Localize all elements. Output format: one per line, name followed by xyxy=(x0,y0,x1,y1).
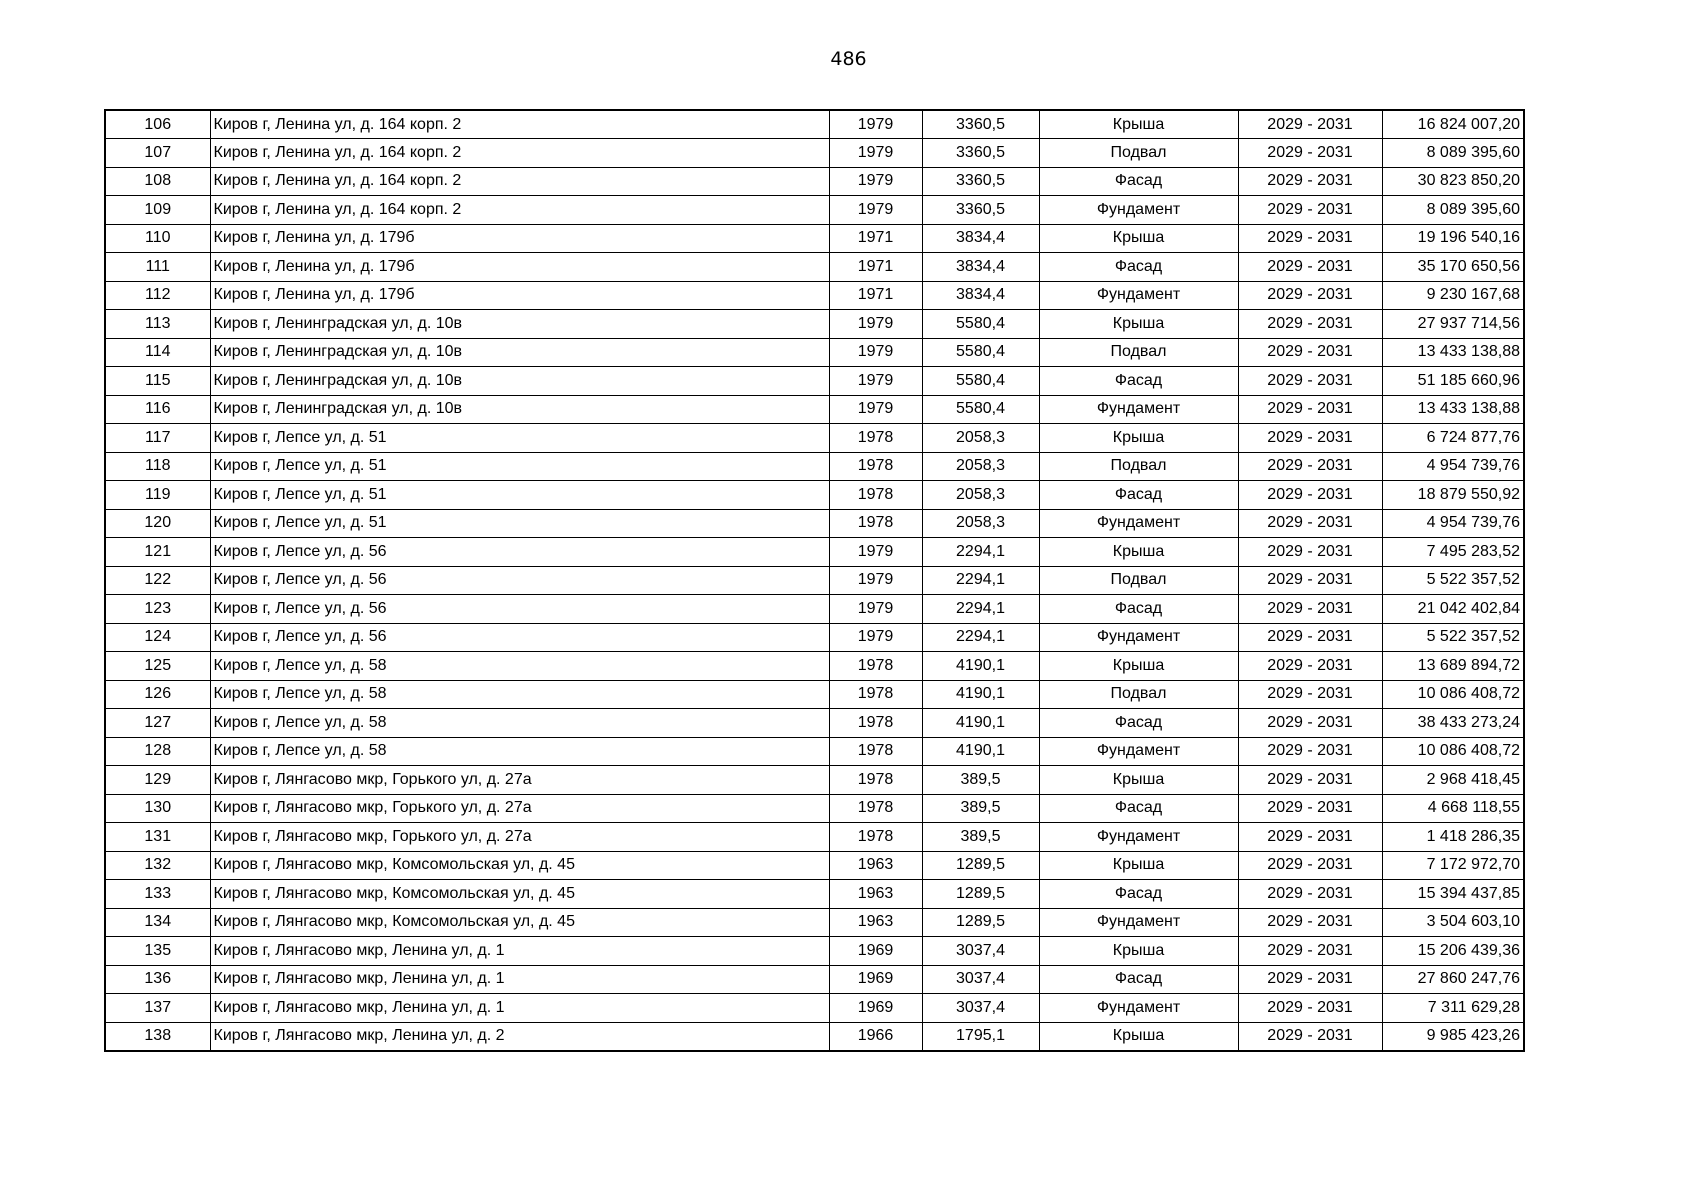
work-type-cell: Фасад xyxy=(1039,880,1238,909)
year-cell: 1978 xyxy=(829,481,922,510)
table-row xyxy=(105,110,1524,139)
table-row xyxy=(105,196,1524,225)
area-cell: 389,5 xyxy=(922,794,1039,823)
row-number-cell: 130 xyxy=(105,794,210,823)
area-cell: 3037,4 xyxy=(922,937,1039,966)
row-number-cell: 133 xyxy=(105,880,210,909)
period-cell: 2029 - 2031 xyxy=(1238,310,1382,339)
table-row xyxy=(105,994,1524,1023)
work-type-cell: Фундамент xyxy=(1039,823,1238,852)
address-cell: Киров г, Лепсе ул, д. 56 xyxy=(210,595,829,624)
address-cell: Киров г, Ленина ул, д. 164 корп. 2 xyxy=(210,167,829,196)
year-cell: 1979 xyxy=(829,538,922,567)
year-cell: 1979 xyxy=(829,167,922,196)
area-cell: 2058,3 xyxy=(922,452,1039,481)
cost-cell: 8 089 395,60 xyxy=(1382,139,1524,168)
table-row xyxy=(105,908,1524,937)
area-cell: 3834,4 xyxy=(922,253,1039,282)
period-cell: 2029 - 2031 xyxy=(1238,224,1382,253)
row-number-cell: 127 xyxy=(105,709,210,738)
year-cell: 1979 xyxy=(829,110,922,139)
area-cell: 4190,1 xyxy=(922,737,1039,766)
year-cell: 1979 xyxy=(829,196,922,225)
table-row xyxy=(105,851,1524,880)
year-cell: 1978 xyxy=(829,509,922,538)
period-cell: 2029 - 2031 xyxy=(1238,139,1382,168)
cost-cell: 9 985 423,26 xyxy=(1382,1022,1524,1051)
period-cell: 2029 - 2031 xyxy=(1238,281,1382,310)
year-cell: 1969 xyxy=(829,937,922,966)
address-cell: Киров г, Лепсе ул, д. 58 xyxy=(210,680,829,709)
area-cell: 2294,1 xyxy=(922,538,1039,567)
table-row xyxy=(105,253,1524,282)
period-cell: 2029 - 2031 xyxy=(1238,823,1382,852)
row-number-cell: 137 xyxy=(105,994,210,1023)
row-number-cell: 136 xyxy=(105,965,210,994)
cost-cell: 4 668 118,55 xyxy=(1382,794,1524,823)
work-type-cell: Фундамент xyxy=(1039,509,1238,538)
row-number-cell: 124 xyxy=(105,623,210,652)
cost-cell: 7 311 629,28 xyxy=(1382,994,1524,1023)
period-cell: 2029 - 2031 xyxy=(1238,338,1382,367)
work-type-cell: Фундамент xyxy=(1039,994,1238,1023)
work-type-cell: Крыша xyxy=(1039,110,1238,139)
year-cell: 1979 xyxy=(829,310,922,339)
cost-cell: 19 196 540,16 xyxy=(1382,224,1524,253)
period-cell: 2029 - 2031 xyxy=(1238,481,1382,510)
cost-cell: 5 522 357,52 xyxy=(1382,623,1524,652)
work-type-cell: Фасад xyxy=(1039,595,1238,624)
row-number-cell: 110 xyxy=(105,224,210,253)
area-cell: 5580,4 xyxy=(922,310,1039,339)
period-cell: 2029 - 2031 xyxy=(1238,538,1382,567)
address-cell: Киров г, Лепсе ул, д. 51 xyxy=(210,481,829,510)
cost-cell: 10 086 408,72 xyxy=(1382,680,1524,709)
area-cell: 1289,5 xyxy=(922,908,1039,937)
work-type-cell: Подвал xyxy=(1039,566,1238,595)
cost-cell: 15 394 437,85 xyxy=(1382,880,1524,909)
work-type-cell: Крыша xyxy=(1039,652,1238,681)
work-type-cell: Крыша xyxy=(1039,851,1238,880)
table-row xyxy=(105,595,1524,624)
address-cell: Киров г, Ленинградская ул, д. 10в xyxy=(210,310,829,339)
row-number-cell: 135 xyxy=(105,937,210,966)
table-row xyxy=(105,481,1524,510)
period-cell: 2029 - 2031 xyxy=(1238,652,1382,681)
year-cell: 1971 xyxy=(829,281,922,310)
area-cell: 1289,5 xyxy=(922,880,1039,909)
year-cell: 1978 xyxy=(829,766,922,795)
row-number-cell: 106 xyxy=(105,110,210,139)
period-cell: 2029 - 2031 xyxy=(1238,110,1382,139)
table-row xyxy=(105,709,1524,738)
table-row xyxy=(105,823,1524,852)
cost-cell: 16 824 007,20 xyxy=(1382,110,1524,139)
year-cell: 1978 xyxy=(829,680,922,709)
row-number-cell: 123 xyxy=(105,595,210,624)
address-cell: Киров г, Лепсе ул, д. 56 xyxy=(210,566,829,595)
row-number-cell: 119 xyxy=(105,481,210,510)
cost-cell: 21 042 402,84 xyxy=(1382,595,1524,624)
year-cell: 1978 xyxy=(829,709,922,738)
period-cell: 2029 - 2031 xyxy=(1238,1022,1382,1051)
period-cell: 2029 - 2031 xyxy=(1238,880,1382,909)
period-cell: 2029 - 2031 xyxy=(1238,937,1382,966)
area-cell: 3037,4 xyxy=(922,994,1039,1023)
cost-cell: 51 185 660,96 xyxy=(1382,367,1524,396)
work-type-cell: Крыша xyxy=(1039,310,1238,339)
table-row xyxy=(105,139,1524,168)
work-type-cell: Фасад xyxy=(1039,481,1238,510)
period-cell: 2029 - 2031 xyxy=(1238,509,1382,538)
address-cell: Киров г, Ленина ул, д. 179б xyxy=(210,281,829,310)
cost-cell: 6 724 877,76 xyxy=(1382,424,1524,453)
address-cell: Киров г, Лепсе ул, д. 56 xyxy=(210,538,829,567)
row-number-cell: 111 xyxy=(105,253,210,282)
cost-cell: 30 823 850,20 xyxy=(1382,167,1524,196)
repair-schedule-table xyxy=(104,109,1525,1052)
row-number-cell: 138 xyxy=(105,1022,210,1051)
address-cell: Киров г, Ленина ул, д. 164 корп. 2 xyxy=(210,110,829,139)
area-cell: 2294,1 xyxy=(922,566,1039,595)
cost-cell: 4 954 739,76 xyxy=(1382,509,1524,538)
year-cell: 1971 xyxy=(829,224,922,253)
year-cell: 1978 xyxy=(829,424,922,453)
cost-cell: 4 954 739,76 xyxy=(1382,452,1524,481)
work-type-cell: Крыша xyxy=(1039,224,1238,253)
row-number-cell: 112 xyxy=(105,281,210,310)
area-cell: 4190,1 xyxy=(922,680,1039,709)
table-body xyxy=(105,110,1524,1051)
table-row xyxy=(105,965,1524,994)
row-number-cell: 120 xyxy=(105,509,210,538)
cost-cell: 2 968 418,45 xyxy=(1382,766,1524,795)
area-cell: 4190,1 xyxy=(922,709,1039,738)
cost-cell: 27 937 714,56 xyxy=(1382,310,1524,339)
address-cell: Киров г, Лянгасово мкр, Ленина ул, д. 1 xyxy=(210,965,829,994)
work-type-cell: Подвал xyxy=(1039,452,1238,481)
table-row xyxy=(105,737,1524,766)
period-cell: 2029 - 2031 xyxy=(1238,623,1382,652)
period-cell: 2029 - 2031 xyxy=(1238,709,1382,738)
work-type-cell: Крыша xyxy=(1039,538,1238,567)
row-number-cell: 115 xyxy=(105,367,210,396)
table-row xyxy=(105,623,1524,652)
area-cell: 5580,4 xyxy=(922,338,1039,367)
row-number-cell: 134 xyxy=(105,908,210,937)
table-row xyxy=(105,224,1524,253)
address-cell: Киров г, Ленинградская ул, д. 10в xyxy=(210,338,829,367)
period-cell: 2029 - 2031 xyxy=(1238,595,1382,624)
work-type-cell: Фундамент xyxy=(1039,196,1238,225)
row-number-cell: 118 xyxy=(105,452,210,481)
year-cell: 1979 xyxy=(829,395,922,424)
cost-cell: 1 418 286,35 xyxy=(1382,823,1524,852)
row-number-cell: 108 xyxy=(105,167,210,196)
address-cell: Киров г, Лепсе ул, д. 56 xyxy=(210,623,829,652)
address-cell: Киров г, Лепсе ул, д. 51 xyxy=(210,424,829,453)
table-row xyxy=(105,766,1524,795)
table-row xyxy=(105,880,1524,909)
area-cell: 5580,4 xyxy=(922,395,1039,424)
area-cell: 3360,5 xyxy=(922,167,1039,196)
table-row xyxy=(105,1022,1524,1051)
address-cell: Киров г, Ленинградская ул, д. 10в xyxy=(210,367,829,396)
work-type-cell: Крыша xyxy=(1039,1022,1238,1051)
table-row xyxy=(105,338,1524,367)
address-cell: Киров г, Лепсе ул, д. 51 xyxy=(210,452,829,481)
work-type-cell: Фасад xyxy=(1039,709,1238,738)
work-type-cell: Фасад xyxy=(1039,367,1238,396)
area-cell: 3360,5 xyxy=(922,196,1039,225)
year-cell: 1963 xyxy=(829,908,922,937)
year-cell: 1978 xyxy=(829,652,922,681)
cost-cell: 7 495 283,52 xyxy=(1382,538,1524,567)
period-cell: 2029 - 2031 xyxy=(1238,196,1382,225)
table-row xyxy=(105,509,1524,538)
year-cell: 1979 xyxy=(829,139,922,168)
work-type-cell: Подвал xyxy=(1039,139,1238,168)
row-number-cell: 117 xyxy=(105,424,210,453)
address-cell: Киров г, Лянгасово мкр, Комсомольская ул, д. 45 xyxy=(210,908,829,937)
cost-cell: 18 879 550,92 xyxy=(1382,481,1524,510)
cost-cell: 5 522 357,52 xyxy=(1382,566,1524,595)
work-type-cell: Подвал xyxy=(1039,680,1238,709)
work-type-cell: Крыша xyxy=(1039,766,1238,795)
year-cell: 1978 xyxy=(829,794,922,823)
period-cell: 2029 - 2031 xyxy=(1238,766,1382,795)
period-cell: 2029 - 2031 xyxy=(1238,965,1382,994)
work-type-cell: Подвал xyxy=(1039,338,1238,367)
address-cell: Киров г, Лепсе ул, д. 58 xyxy=(210,737,829,766)
work-type-cell: Фасад xyxy=(1039,965,1238,994)
row-number-cell: 131 xyxy=(105,823,210,852)
address-cell: Киров г, Лепсе ул, д. 51 xyxy=(210,509,829,538)
address-cell: Киров г, Лянгасово мкр, Ленина ул, д. 1 xyxy=(210,937,829,966)
cost-cell: 27 860 247,76 xyxy=(1382,965,1524,994)
table-row xyxy=(105,424,1524,453)
year-cell: 1978 xyxy=(829,452,922,481)
work-type-cell: Фундамент xyxy=(1039,395,1238,424)
period-cell: 2029 - 2031 xyxy=(1238,167,1382,196)
work-type-cell: Крыша xyxy=(1039,424,1238,453)
table-row xyxy=(105,566,1524,595)
area-cell: 5580,4 xyxy=(922,367,1039,396)
cost-cell: 15 206 439,36 xyxy=(1382,937,1524,966)
address-cell: Киров г, Лянгасово мкр, Горького ул, д. 27а xyxy=(210,794,829,823)
period-cell: 2029 - 2031 xyxy=(1238,253,1382,282)
cost-cell: 35 170 650,56 xyxy=(1382,253,1524,282)
row-number-cell: 114 xyxy=(105,338,210,367)
area-cell: 389,5 xyxy=(922,823,1039,852)
table-row xyxy=(105,452,1524,481)
period-cell: 2029 - 2031 xyxy=(1238,994,1382,1023)
work-type-cell: Фасад xyxy=(1039,167,1238,196)
address-cell: Киров г, Лянгасово мкр, Горького ул, д. 27а xyxy=(210,823,829,852)
period-cell: 2029 - 2031 xyxy=(1238,395,1382,424)
address-cell: Киров г, Лепсе ул, д. 58 xyxy=(210,652,829,681)
row-number-cell: 107 xyxy=(105,139,210,168)
address-cell: Киров г, Ленинградская ул, д. 10в xyxy=(210,395,829,424)
period-cell: 2029 - 2031 xyxy=(1238,851,1382,880)
period-cell: 2029 - 2031 xyxy=(1238,367,1382,396)
row-number-cell: 121 xyxy=(105,538,210,567)
row-number-cell: 113 xyxy=(105,310,210,339)
row-number-cell: 126 xyxy=(105,680,210,709)
address-cell: Киров г, Лянгасово мкр, Ленина ул, д. 1 xyxy=(210,994,829,1023)
area-cell: 1795,1 xyxy=(922,1022,1039,1051)
table-row xyxy=(105,937,1524,966)
year-cell: 1979 xyxy=(829,338,922,367)
year-cell: 1969 xyxy=(829,994,922,1023)
area-cell: 3037,4 xyxy=(922,965,1039,994)
work-type-cell: Фундамент xyxy=(1039,623,1238,652)
row-number-cell: 128 xyxy=(105,737,210,766)
area-cell: 3834,4 xyxy=(922,281,1039,310)
address-cell: Киров г, Лянгасово мкр, Комсомольская ул, д. 45 xyxy=(210,880,829,909)
year-cell: 1979 xyxy=(829,566,922,595)
table-row xyxy=(105,395,1524,424)
row-number-cell: 129 xyxy=(105,766,210,795)
area-cell: 2058,3 xyxy=(922,481,1039,510)
cost-cell: 13 689 894,72 xyxy=(1382,652,1524,681)
work-type-cell: Фундамент xyxy=(1039,908,1238,937)
year-cell: 1978 xyxy=(829,737,922,766)
period-cell: 2029 - 2031 xyxy=(1238,424,1382,453)
cost-cell: 13 433 138,88 xyxy=(1382,395,1524,424)
cost-cell: 10 086 408,72 xyxy=(1382,737,1524,766)
area-cell: 2294,1 xyxy=(922,623,1039,652)
page-number: 486 xyxy=(830,48,867,70)
year-cell: 1971 xyxy=(829,253,922,282)
period-cell: 2029 - 2031 xyxy=(1238,680,1382,709)
year-cell: 1966 xyxy=(829,1022,922,1051)
cost-cell: 9 230 167,68 xyxy=(1382,281,1524,310)
row-number-cell: 132 xyxy=(105,851,210,880)
cost-cell: 7 172 972,70 xyxy=(1382,851,1524,880)
year-cell: 1963 xyxy=(829,851,922,880)
address-cell: Киров г, Лянгасово мкр, Комсомольская ул, д. 45 xyxy=(210,851,829,880)
table-row xyxy=(105,652,1524,681)
address-cell: Киров г, Ленина ул, д. 164 корп. 2 xyxy=(210,139,829,168)
cost-cell: 3 504 603,10 xyxy=(1382,908,1524,937)
address-cell: Киров г, Лянгасово мкр, Ленина ул, д. 2 xyxy=(210,1022,829,1051)
area-cell: 1289,5 xyxy=(922,851,1039,880)
period-cell: 2029 - 2031 xyxy=(1238,452,1382,481)
work-type-cell: Фасад xyxy=(1039,794,1238,823)
period-cell: 2029 - 2031 xyxy=(1238,566,1382,595)
area-cell: 2294,1 xyxy=(922,595,1039,624)
row-number-cell: 125 xyxy=(105,652,210,681)
address-cell: Киров г, Лянгасово мкр, Горького ул, д. 27а xyxy=(210,766,829,795)
work-type-cell: Фасад xyxy=(1039,253,1238,282)
cost-cell: 8 089 395,60 xyxy=(1382,196,1524,225)
period-cell: 2029 - 2031 xyxy=(1238,794,1382,823)
year-cell: 1963 xyxy=(829,880,922,909)
period-cell: 2029 - 2031 xyxy=(1238,737,1382,766)
year-cell: 1979 xyxy=(829,623,922,652)
table-row xyxy=(105,538,1524,567)
area-cell: 3834,4 xyxy=(922,224,1039,253)
cost-cell: 13 433 138,88 xyxy=(1382,338,1524,367)
table-row xyxy=(105,310,1524,339)
year-cell: 1979 xyxy=(829,595,922,624)
cost-cell: 38 433 273,24 xyxy=(1382,709,1524,738)
year-cell: 1969 xyxy=(829,965,922,994)
table-row xyxy=(105,367,1524,396)
row-number-cell: 122 xyxy=(105,566,210,595)
work-type-cell: Фундамент xyxy=(1039,737,1238,766)
period-cell: 2029 - 2031 xyxy=(1238,908,1382,937)
address-cell: Киров г, Лепсе ул, д. 58 xyxy=(210,709,829,738)
area-cell: 2058,3 xyxy=(922,424,1039,453)
address-cell: Киров г, Ленина ул, д. 179б xyxy=(210,224,829,253)
address-cell: Киров г, Ленина ул, д. 179б xyxy=(210,253,829,282)
area-cell: 2058,3 xyxy=(922,509,1039,538)
table-row xyxy=(105,167,1524,196)
table-row xyxy=(105,680,1524,709)
year-cell: 1978 xyxy=(829,823,922,852)
area-cell: 3360,5 xyxy=(922,139,1039,168)
work-type-cell: Фундамент xyxy=(1039,281,1238,310)
area-cell: 4190,1 xyxy=(922,652,1039,681)
year-cell: 1979 xyxy=(829,367,922,396)
area-cell: 389,5 xyxy=(922,766,1039,795)
work-type-cell: Крыша xyxy=(1039,937,1238,966)
area-cell: 3360,5 xyxy=(922,110,1039,139)
row-number-cell: 109 xyxy=(105,196,210,225)
row-number-cell: 116 xyxy=(105,395,210,424)
address-cell: Киров г, Ленина ул, д. 164 корп. 2 xyxy=(210,196,829,225)
table-row xyxy=(105,281,1524,310)
table-row xyxy=(105,794,1524,823)
